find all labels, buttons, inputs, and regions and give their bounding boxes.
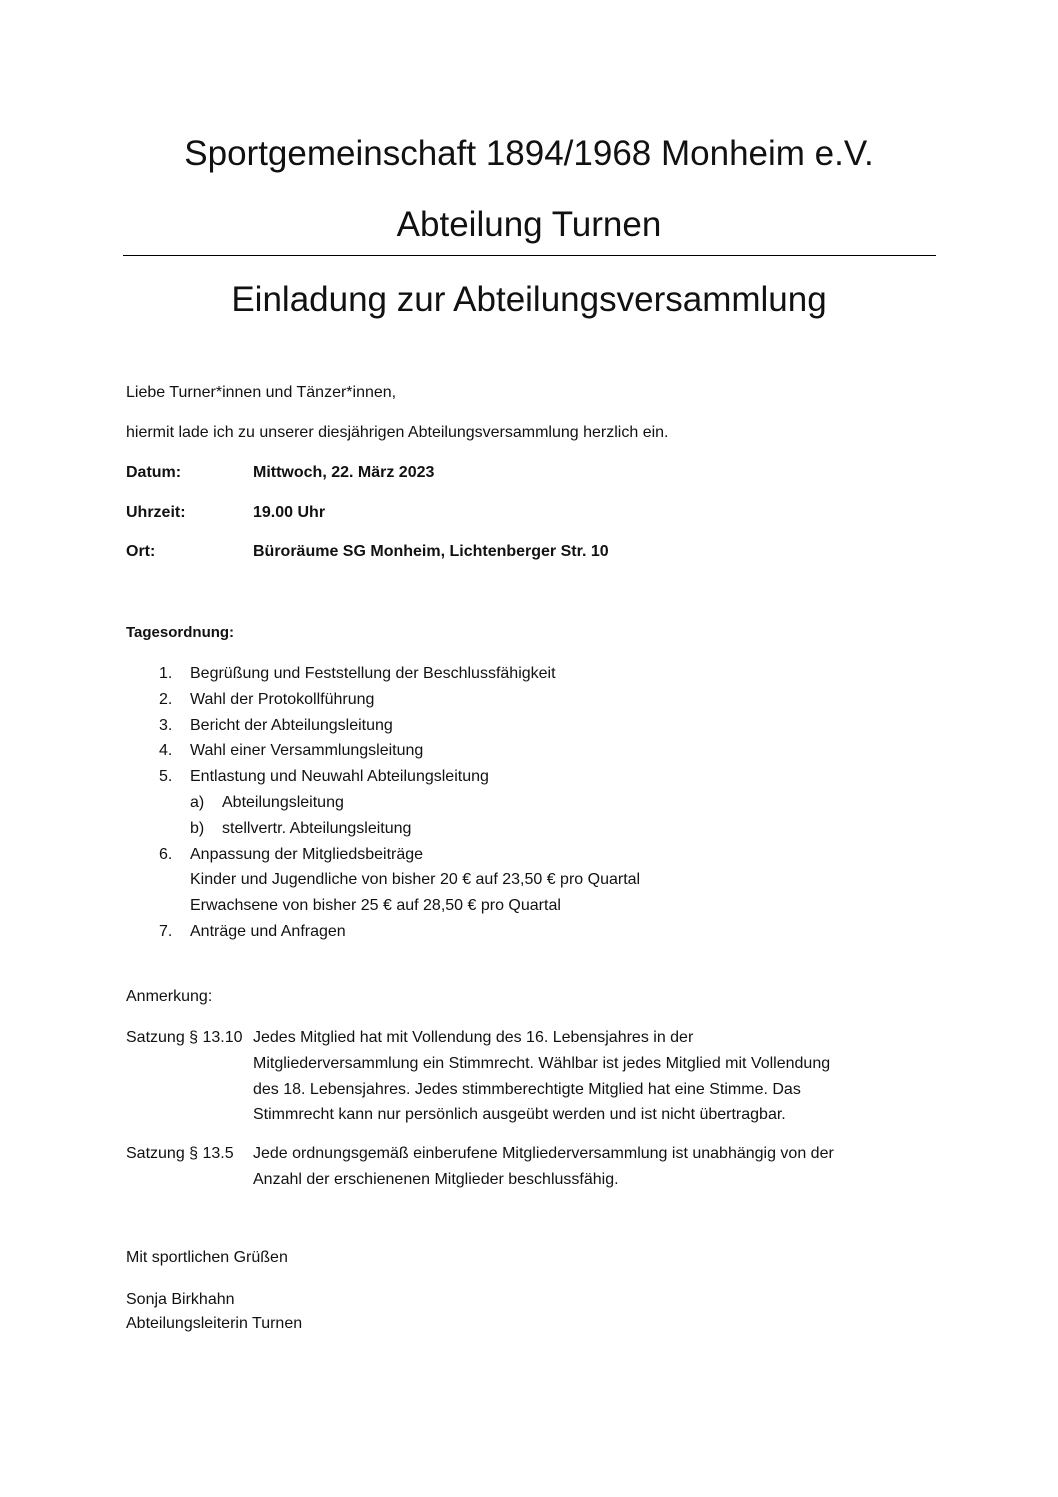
- closing-salutation: Mit sportlichen Grüßen: [126, 1249, 288, 1266]
- agenda-item-text: Wahl der Protokollführung: [190, 690, 375, 708]
- agenda-item-number: 2.: [159, 690, 173, 708]
- agenda-item-text: Kinder und Jugendliche von bisher 20 € auf 23,50 € pro Quartal: [190, 871, 641, 889]
- statute-label: Satzung § 13.5: [126, 1145, 234, 1162]
- agenda-item-text: Anträge und Anfragen: [190, 922, 346, 940]
- agenda-item-number: 7.: [159, 922, 173, 940]
- location-value: Büroräume SG Monheim, Lichtenberger Str. 10: [253, 543, 609, 560]
- agenda-subitem-letter: b): [190, 819, 205, 837]
- agenda-item-text: Anpassung der Mitgliedsbeiträge: [190, 845, 424, 863]
- department-name: Abteilung Turnen: [396, 205, 662, 244]
- time-label: Uhrzeit:: [126, 504, 186, 521]
- agenda-item-text: Begrüßung und Feststellung der Beschlussfähigkeit: [190, 665, 556, 682]
- agenda-item-number: 5.: [159, 768, 173, 786]
- statute-line: Stimmrecht kann nur persönlich ausgeübt werden und ist nicht übertragbar.: [253, 1106, 786, 1124]
- greeting: Liebe Turner*innen und Tänzer*innen,: [126, 384, 397, 401]
- location-label: Ort:: [126, 543, 156, 560]
- agenda-subitem-letter: a): [190, 793, 205, 811]
- date-label: Datum:: [126, 464, 182, 481]
- statute-line: Anzahl der erschienenen Mitglieder beschlussfähig.: [253, 1170, 619, 1188]
- header-divider: [123, 255, 936, 256]
- agenda-item-number: 1.: [159, 665, 173, 682]
- agenda-subitem-text: Abteilungsleitung: [222, 793, 344, 811]
- agenda-item-number: 4.: [159, 742, 173, 760]
- agenda-item-number: 3.: [159, 716, 173, 734]
- agenda-item-text: Erwachsene von bisher 25 € auf 28,50 € pro Quartal: [190, 897, 561, 915]
- signer-name: Sonja Birkhahn: [126, 1291, 235, 1308]
- agenda-item-text: Bericht der Abteilungsleitung: [190, 716, 393, 734]
- document-title: Einladung zur Abteilungsversammlung: [231, 280, 827, 319]
- time-value: 19.00 Uhr: [253, 504, 326, 521]
- agenda-item-text: Entlastung und Neuwahl Abteilungsleitung: [190, 768, 489, 786]
- statute-line: Jedes Mitglied hat mit Vollendung des 16. Lebensjahres in der: [253, 1029, 694, 1046]
- statute-line: des 18. Lebensjahres. Jedes stimmberechtigte Mitglied hat eine Stimme. Das: [253, 1080, 801, 1098]
- agenda-heading: Tagesordnung:: [126, 624, 235, 641]
- agenda-item-number: 6.: [159, 845, 173, 863]
- club-name: Sportgemeinschaft 1894/1968 Monheim e.V.: [184, 134, 874, 173]
- statute-line: Jede ordnungsgemäß einberufene Mitgliederversammlung ist unabhängig von der: [253, 1145, 834, 1162]
- signer-role: Abteilungsleiterin Turnen: [126, 1315, 303, 1332]
- statute-text: [253, 1025, 923, 1128]
- notes-heading: Anmerkung:: [126, 988, 213, 1005]
- agenda-item-text: Wahl einer Versammlungsleitung: [190, 742, 424, 760]
- statute-text: [253, 1141, 923, 1193]
- date-value: Mittwoch, 22. März 2023: [253, 464, 435, 481]
- statute-line: Mitgliederversammlung ein Stimmrecht. Wählbar ist jedes Mitglied mit Vollendung: [253, 1054, 831, 1072]
- agenda-subitem-text: stellvertr. Abteilungsleitung: [222, 819, 412, 837]
- statute-label: Satzung § 13.10: [126, 1029, 243, 1046]
- intro-text: hiermit lade ich zu unserer diesjährigen Abteilungsversammlung herzlich ein.: [126, 424, 669, 441]
